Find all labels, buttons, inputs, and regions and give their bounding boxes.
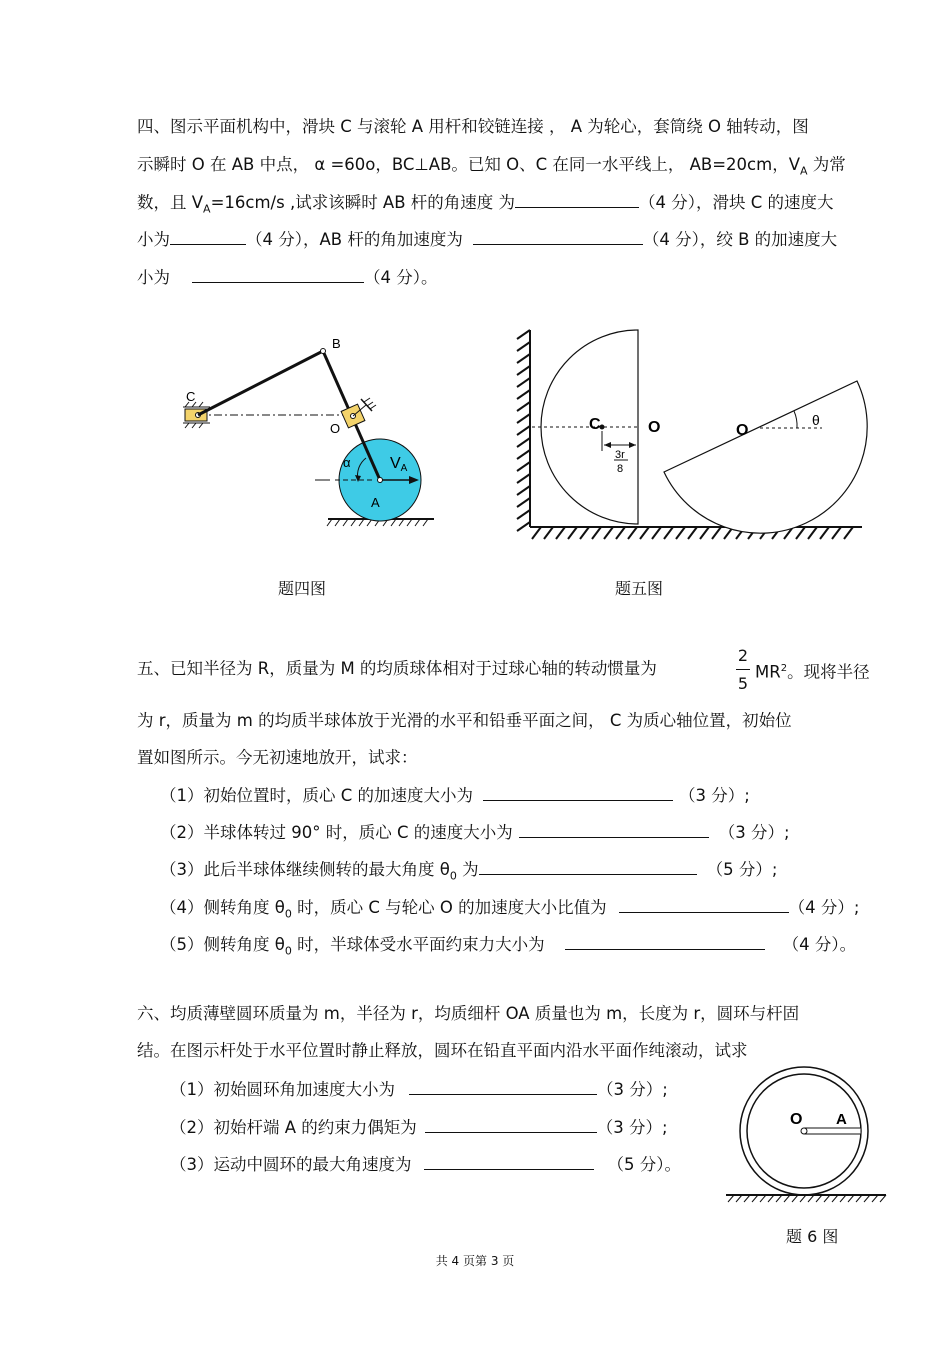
q5-item-5: （5）侧转角度 $\theta_0$ 时，半球体受水平面约束力大小为 （4 分）。 [160, 935, 857, 958]
q4-line4: 小为 （4 分），AB 杆的角加速度为 （4 分），绞 B 的加速度大 [137, 230, 838, 249]
figure-5-hemisphere [512, 325, 872, 545]
q5-item-2: （2）半球体转过 90° 时，质心 C 的速度大小为 （3 分）; [160, 823, 790, 842]
q5-line2: 为 r，质量为 m 的均质半球体放于光滑的水平和铅垂平面之间， C 为质心轴位置，初始位 [137, 711, 792, 730]
answer-blank[interactable] [409, 1078, 597, 1095]
q4-line3: 数，且 $V_A=16cm/s$ ,试求该瞬时 AB 杆的角速度 为 （4 分），滑块 C 的速度大 [137, 193, 834, 216]
label-va: VA [390, 455, 408, 474]
answer-blank[interactable] [479, 858, 697, 875]
page-footer: 共 4 页第 3 页 [435, 1254, 515, 1268]
q6-item-3: （3）运动中圆环的最大角速度为 （5 分）。 [170, 1155, 681, 1174]
label-c: C [186, 389, 196, 404]
label-alpha: α [343, 455, 351, 470]
figure-4-mechanism [170, 325, 450, 540]
q5-item-1: （1）初始位置时，质心 C 的加速度大小为 （3 分）; [160, 786, 750, 805]
answer-blank[interactable] [519, 821, 709, 838]
q4-line2: 示瞬时 O 在 AB 中点， α =60o，BC⊥AB。已知 O、C 在同一水平线上， AB=20cm，$V_A$ 为常 [137, 155, 846, 178]
q6-item-1: （1）初始圆环角加速度大小为 （3 分）; [170, 1080, 668, 1099]
answer-blank[interactable] [473, 228, 643, 245]
q6-line2: 结。在图示杆处于水平位置时静止释放，圆环在铅直平面内沿水平面作纯滚动，试求 [137, 1041, 748, 1060]
figure-6-caption: 题 6 图 [786, 1227, 839, 1246]
figure-5-caption: 题五图 [615, 579, 664, 598]
answer-blank[interactable] [565, 933, 765, 950]
dim-denominator: 8 [617, 463, 624, 475]
answer-blank[interactable] [424, 1153, 594, 1170]
label-o-right: O [736, 422, 749, 439]
label-a: A [371, 495, 380, 510]
q4-line1: 四、图示平面机构中，滑块 C 与滚轮 A 用杆和铰链连接 ， A 为轮心，套筒绕 O 轴转动，图 [137, 117, 809, 136]
answer-blank[interactable] [515, 191, 639, 208]
q5-item-4: （4）侧转角度 $\theta_0$ 时，质心 C 与轮心 O 的加速度大小比值为 （4 分）; [160, 898, 860, 921]
q5-item-3: （3）此后半球体继续侧转的最大角度 $\theta_0$ 为 （5 分）; [160, 860, 778, 883]
fraction-denominator: 5 [737, 674, 749, 693]
label-o: O [790, 1111, 803, 1128]
q4-line5: 小为 （4 分）。 [137, 268, 438, 287]
label-o-left: O [648, 419, 661, 436]
fraction-numerator: 2 [737, 646, 749, 665]
q6-item-2: （2）初始杆端 A 的约束力偶矩为 （3 分）; [170, 1118, 668, 1137]
answer-blank[interactable] [425, 1116, 597, 1133]
dim-numerator: 3r [615, 449, 625, 461]
q5-mr2: $MR^2$。现将半径 [755, 662, 870, 682]
hemisphere-tilted [664, 381, 867, 533]
answer-blank[interactable] [619, 896, 789, 913]
answer-blank[interactable] [170, 228, 246, 245]
answer-blank[interactable] [483, 784, 673, 801]
q5-line3: 置如图所示。今无初速地放开，试求： [137, 748, 418, 767]
label-b: B [332, 336, 341, 351]
rod-oa [804, 1128, 861, 1134]
q6-line1: 六、均质薄壁圆环质量为 m，半径为 r，均质细杆 OA 质量也为 m，长度为 r，圆环与杆固 [137, 1004, 800, 1023]
label-c: C [589, 416, 601, 433]
q5-line1: 五、已知半径为 R，质量为 M 的均质球体相对于过球心轴的转动惯量为 [137, 659, 657, 678]
label-theta: θ [812, 412, 820, 428]
figure-4-caption: 题四图 [278, 579, 327, 598]
label-o: O [330, 421, 341, 436]
label-a: A [836, 1111, 847, 1128]
figure-6-ring [724, 1062, 889, 1207]
answer-blank[interactable] [192, 266, 364, 283]
